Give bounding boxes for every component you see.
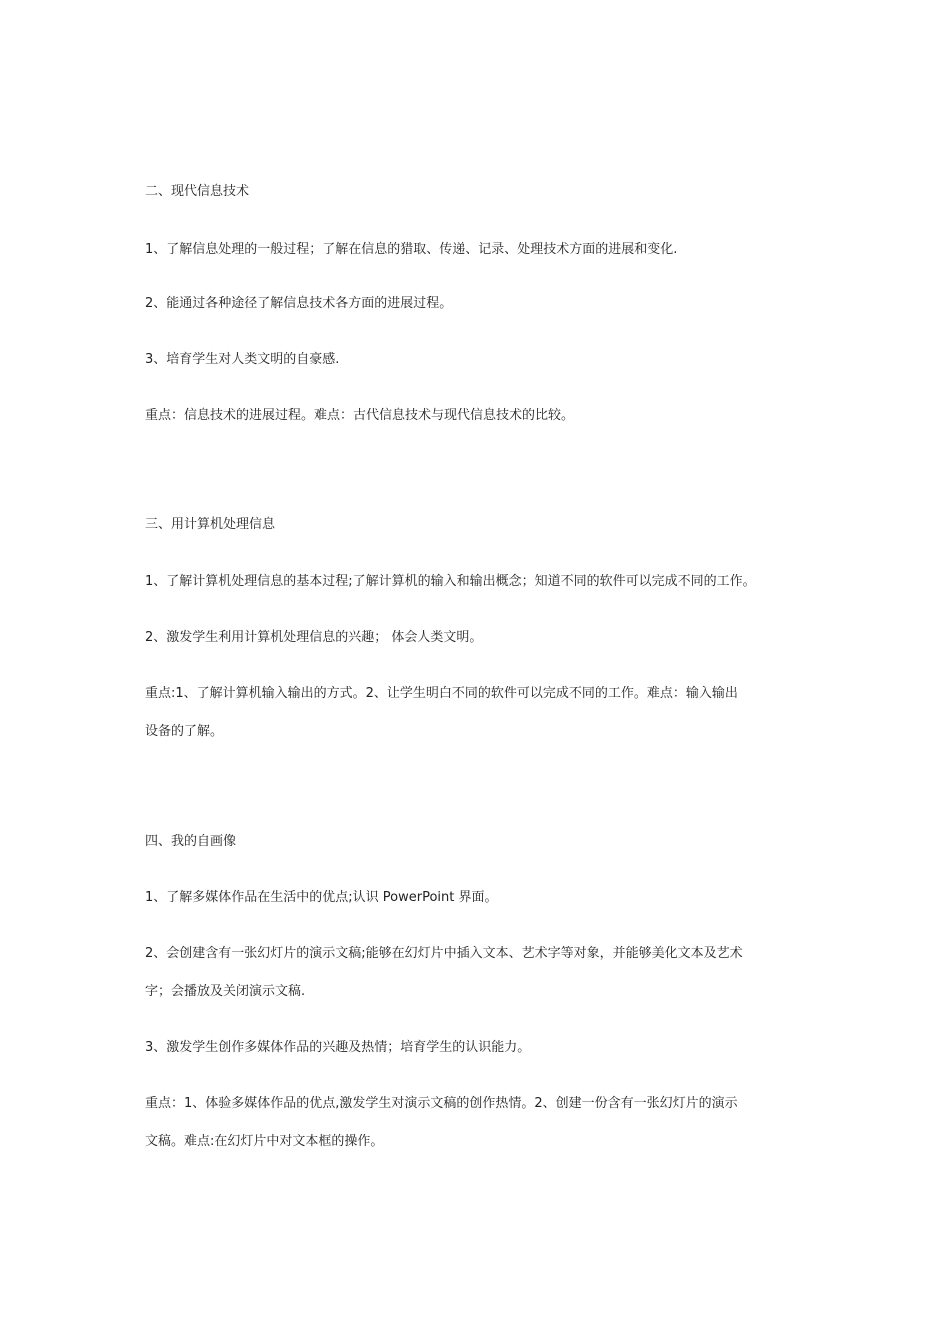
paragraph: 1、了解多媒体作品在生活中的优点;认识 PowerPoint 界面。 <box>145 890 498 905</box>
paragraph: 2、激发学生利用计算机处理信息的兴趣； 体会人类文明。 <box>145 630 483 645</box>
paragraph: 重点：信息技术的进展过程。难点：古代信息技术与现代信息技术的比较。 <box>145 408 575 423</box>
paragraph: 重点：1、体验多媒体作品的优点,激发学生对演示文稿的创作热情。2、创建一份含有一张幻灯片的演示 <box>145 1096 738 1111</box>
paragraph: 2、能通过各种途径了解信息技术各方面的进展过程。 <box>145 296 453 311</box>
paragraph: 1、了解信息处理的一般过程；了解在信息的猎取、传递、记录、处理技术方面的进展和变化. <box>145 242 678 257</box>
paragraph: 3、激发学生创作多媒体作品的兴趣及热情；培育学生的认识能力。 <box>145 1040 531 1055</box>
section-heading: 二、现代信息技术 <box>145 184 250 199</box>
paragraph: 文稿。难点:在幻灯片中对文本框的操作。 <box>145 1134 384 1149</box>
paragraph: 字；会播放及关闭演示文稿. <box>145 984 306 999</box>
paragraph: 3、培育学生对人类文明的自豪感. <box>145 352 340 367</box>
paragraph: 2、会创建含有一张幻灯片的演示文稿;能够在幻灯片中插入文本、艺术字等对象，并能够美化文本及艺术 <box>145 946 743 961</box>
paragraph: 设备的了解。 <box>145 724 224 739</box>
paragraph: 重点:1、了解计算机输入输出的方式。2、让学生明白不同的软件可以完成不同的工作。难点：输入输出 <box>145 686 738 701</box>
paragraph: 1、了解计算机处理信息的基本过程;了解计算机的输入和输出概念；知道不同的软件可以完成不同的工作。 <box>145 574 756 589</box>
section-heading: 三、用计算机处理信息 <box>145 517 276 532</box>
section-heading: 四、我的自画像 <box>145 834 237 849</box>
